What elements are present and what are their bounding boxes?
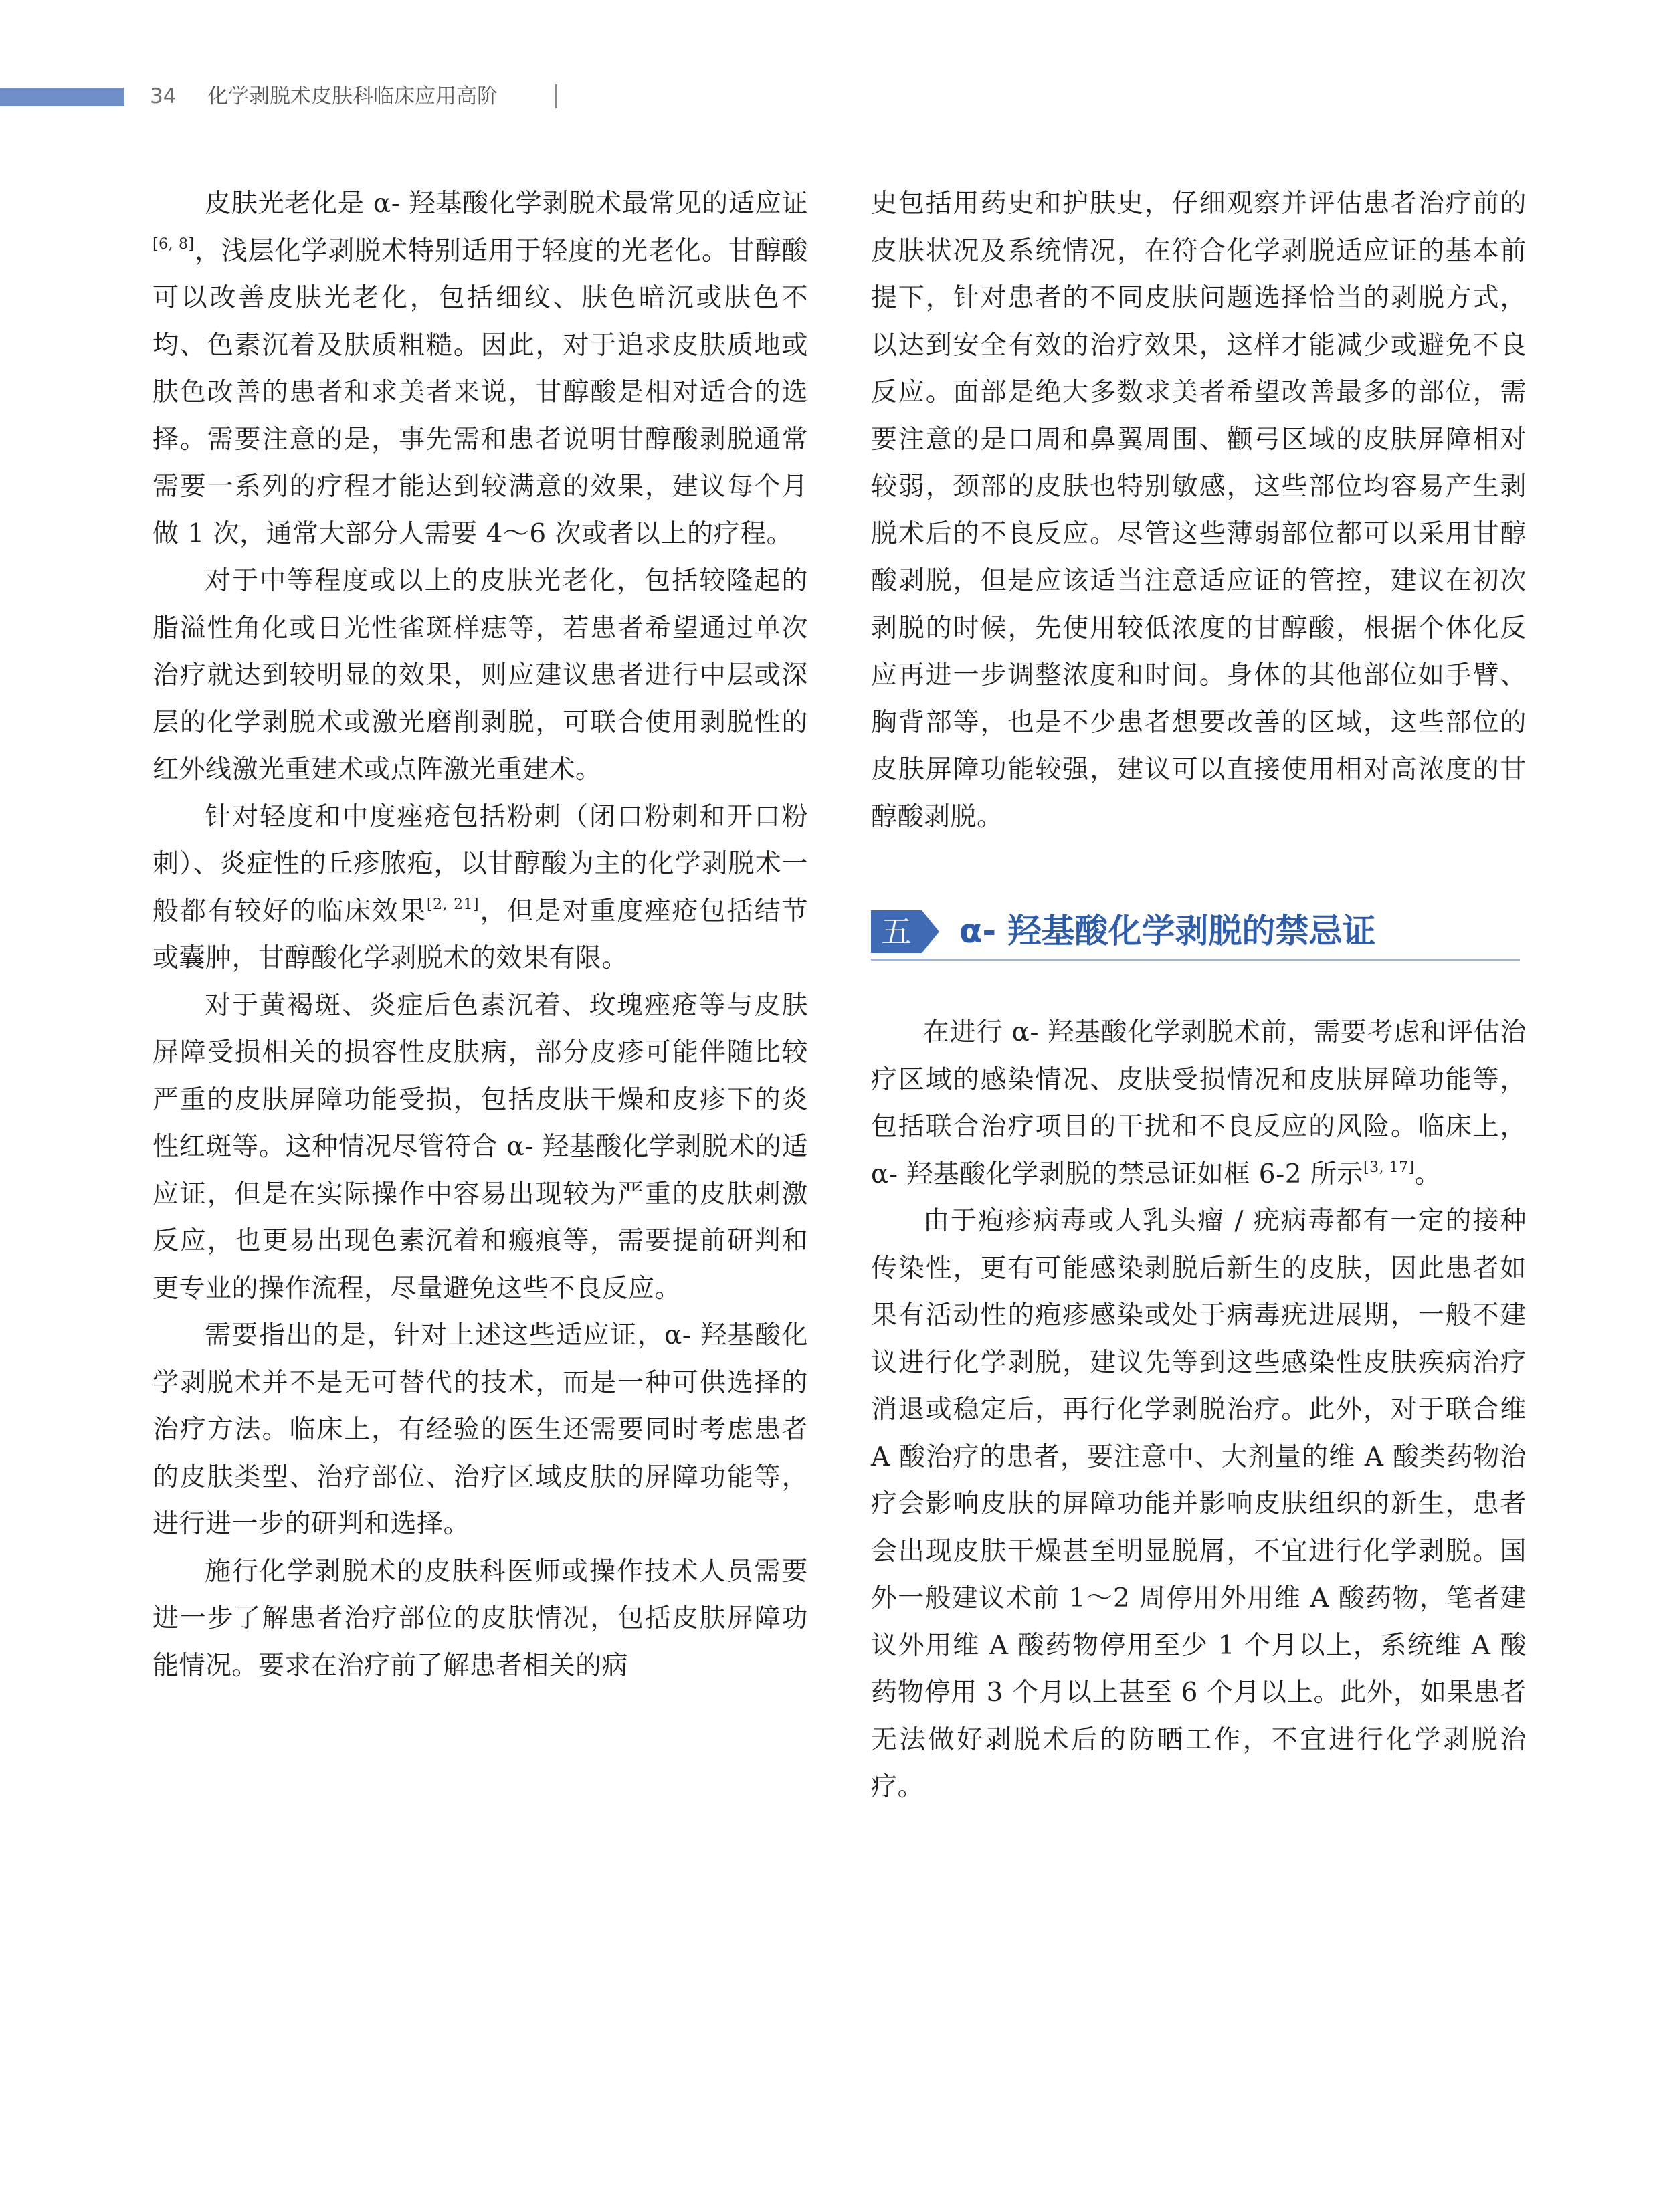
paragraph-viral-retinoid: 由于疱疹病毒或人乳头瘤 / 疣病毒都有一定的接种传染性，更有可能感染剥脱后新生的皮肤，因此患者如果有活动性的疱疹感染或处于病毒疣进展期，一般不建议进行化学剥脱，建议先等到这些感染性皮肤疾病治疗消退或稳定后，再行化学剥脱治疗。此外，对于联合维 A 酸治疗的患者，要注意中、大剂量的维 A 酸类药物治疗会影响皮肤的屏障功能并影响皮肤组织的新生，患者会出现皮肤干燥甚至明显脱屑，不宜进行化学剥脱。国外一般建议术前 1～2 周停用外用维 A 酸药物，笔者建议外用维 A 酸药物停用至少 1 个月以上，系统维 A 酸药物停用 3 个月以上甚至 6 个月以上。此外，如果患者无法做好剥脱术后的防晒工作，不宜进行化学剥脱治疗。	[871, 1206, 1527, 1802]
section-number-badge: 五	[871, 910, 922, 953]
section-title: α- 羟基酸化学剥脱的禁忌证	[959, 912, 1376, 950]
paragraph-pre-treatment: 施行化学剥脱术的皮肤科医师或操作技术人员需要进一步了解患者治疗部位的皮肤情况，包括皮肤屏障功能情况。要求在治疗前了解患者相关的病	[153, 1556, 808, 1681]
header-divider	[555, 84, 557, 108]
running-header-title: 化学剥脱术皮肤科临床应用高阶	[207, 84, 498, 108]
paragraph-contraindication-intro: 在进行 α- 羟基酸化学剥脱术前，需要考虑和评估治疗区域的感染情况、皮肤受损情况和皮肤屏障功能等，包括联合治疗项目的干扰和不良反应的风险。临床上，α- 羟基酸化学剥脱的禁忌证如框 6-2 所示[3, 17]。	[871, 1017, 1527, 1189]
section-arrow-icon	[922, 910, 939, 953]
citation: [6, 8]	[153, 235, 195, 253]
paragraph-moderate-photoaging: 对于中等程度或以上的皮肤光老化，包括较隆起的脂溢性角化或日光性雀斑样痣等，若患者希望通过单次治疗就达到较明显的效果，则应建议患者进行中层或深层的化学剥脱术或激光磨削剥脱，可联合使用剥脱性的红外线激光重建术或点阵激光重建术。	[153, 566, 808, 785]
header-color-bar	[0, 88, 124, 106]
section-heading	[871, 905, 1527, 967]
paragraph-barrier-damage: 对于黄褐斑、炎症后色素沉着、玫瑰痤疮等与皮肤屏障受损相关的损容性皮肤病，部分皮疹可能伴随比较严重的皮肤屏障功能受损，包括皮肤干燥和皮疹下的炎性红斑等。这种情况尽管符合 α- 羟基酸化学剥脱术的适应证，但是在实际操作中容易出现较为严重的皮肤刺激反应，也更易出现色素沉着和瘢痕等，需要提前研判和更专业的操作流程，尽量避免这些不良反应。	[153, 990, 808, 1304]
left-column	[153, 181, 808, 1690]
paragraph-not-irreplaceable: 需要指出的是，针对上述这些适应证，α- 羟基酸化学剥脱术并不是无可替代的技术，而是一种可供选择的治疗方法。临床上，有经验的医生还需要同时考虑患者的皮肤类型、治疗部位、治疗区域皮肤的屏障功能等，进行进一步的研判和选择。	[153, 1320, 808, 1539]
page-number: 34	[150, 84, 177, 108]
section-underline	[871, 959, 1520, 961]
right-column	[871, 181, 1527, 1811]
citation: [2, 21]	[426, 896, 480, 913]
paragraph-acne: 针对轻度和中度痤疮包括粉刺（闭口粉刺和开口粉刺）、炎症性的丘疹脓疱，以甘醇酸为主的化学剥脱术一般都有较好的临床效果[2, 21]，但是对重度痤疮包括结节或囊肿，甘醇酸化学剥脱术的效果有限。	[153, 801, 808, 973]
citation: [3, 17]	[1363, 1159, 1415, 1176]
paragraph-photoaging: 皮肤光老化是 α- 羟基酸化学剥脱术最常见的适应证[6, 8]，浅层化学剥脱术特别适用于轻度的光老化。甘醇酸可以改善皮肤光老化，包括细纹、肤色暗沉或肤色不均、色素沉着及肤质粗糙。因此，对于追求皮肤质地或肤色改善的患者和求美者来说，甘醇酸是相对适合的选择。需要注意的是，事先需和患者说明甘醇酸剥脱通常需要一系列的疗程才能达到较满意的效果，建议每个月做 1 次，通常大部分人需要 4～6 次或者以上的疗程。	[153, 189, 808, 549]
paragraph-continuation: 史包括用药史和护肤史，仔细观察并评估患者治疗前的皮肤状况及系统情况，在符合化学剥脱适应证的基本前提下，针对患者的不同皮肤问题选择恰当的剥脱方式，以达到安全有效的治疗效果，这样才能减少或避免不良反应。面部是绝大多数求美者希望改善最多的部位，需要注意的是口周和鼻翼周围、颧弓区域的皮肤屏障相对较弱，颈部的皮肤也特别敏感，这些部位均容易产生剥脱术后的不良反应。尽管这些薄弱部位都可以采用甘醇酸剥脱，但是应该适当注意适应证的管控，建议在初次剥脱的时候，先使用较低浓度的甘醇酸，根据个体化反应再进一步调整浓度和时间。身体的其他部位如手臂、胸背部等，也是不少患者想要改善的区域，这些部位的皮肤屏障功能较强，建议可以直接使用相对高浓度的甘醇酸剥脱。	[871, 189, 1527, 832]
